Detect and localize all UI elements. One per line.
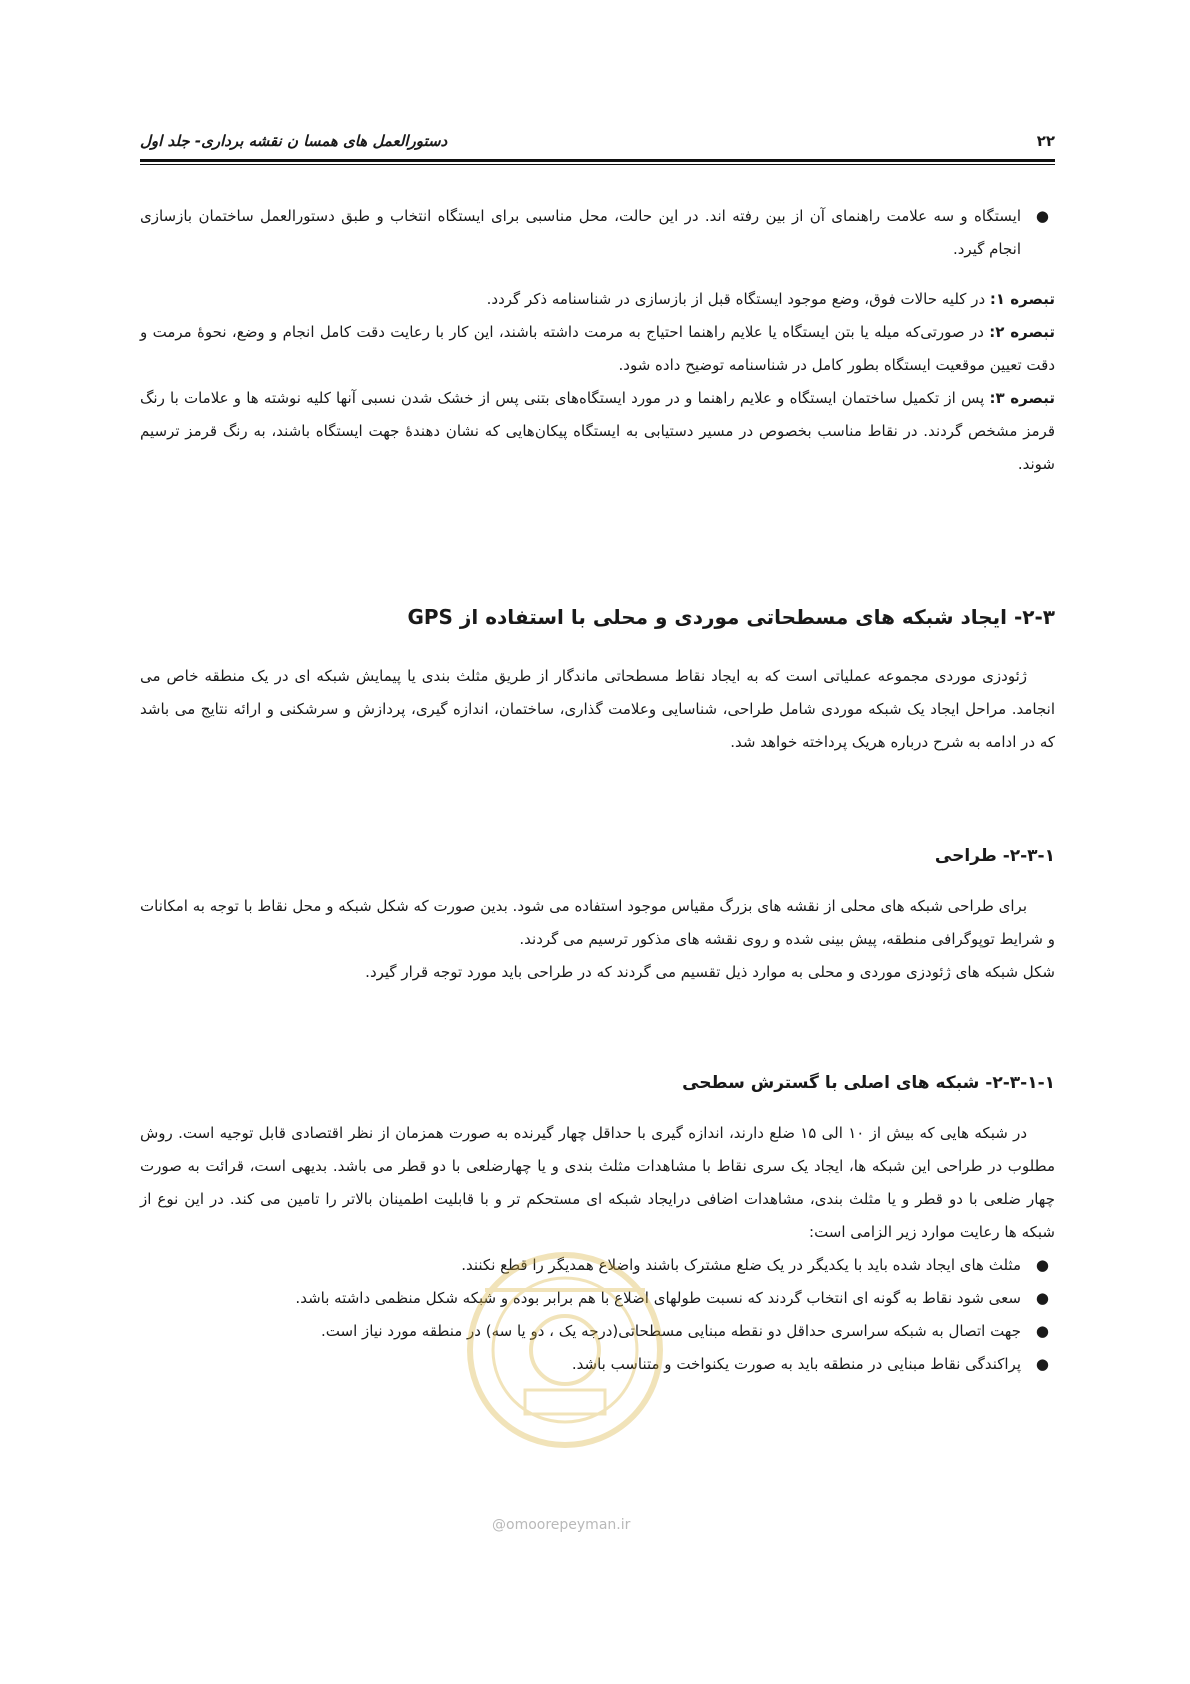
paragraph: برای طراحی شبکه های محلی از نقشه های بزرگ مقیاس موجود استفاده می شود. بدین صورت که شکل شبکه و محل نقاط با توجه به امکانات و شرایط توپوگرافی منطقه، پیش بینی شده و روی نقشه های مذکور ترسیم می گردند. (140, 897, 1055, 948)
section-2-3-1-paragraphs (140, 890, 1055, 989)
bullet-icon: ● (1035, 1289, 1049, 1307)
page-header (140, 118, 1055, 158)
bullet-icon: ● (1035, 207, 1049, 225)
section-heading-2-3: ۲-۳- ایجاد شبکه های مسطحاتی موردی و محلی با استفاده از GPS (407, 605, 1055, 629)
bullet-text: جهت اتصال به شبکه سراسری حداقل دو نقطه مبنایی مسطحاتی(درجه یک ، دو یا سه) در منطقه مورد نیاز است. (321, 1322, 1021, 1340)
note-text: پس از تکمیل ساختمان ایستگاه و علایم راهنما و در مورد ایستگاه‌های بتنی پس از خشک شدن نسبی آنها کلیه نوشته ها و علامات با رنگ قرمز مشخص گردند. در نقاط مناسب بخصوص در مسیر دستیابی به ایستگاه پیکان‌هایی که نشان دهندهٔ جهت ایستگاه باشند، به رنگ قرمز ترسیم شوند. (140, 389, 1055, 473)
page-number: ۲۲ (1036, 132, 1055, 150)
note-2 (140, 316, 1055, 382)
running-title: دستورالعمل های همسا ن نقشه برداری- جلد اول (140, 132, 448, 150)
note-label: تبصره ۱: (989, 290, 1055, 308)
note-text: در صورتی‌که میله یا بتن ایستگاه یا علایم راهنما احتیاج به مرمت داشته باشند، این کار با رعایت دقت کامل انجام و وضع، نحوهٔ مرمت و دقت تعیین موقعیت ایستگاه بطور کامل در شناسنامه توضیح داده شود. (140, 323, 1055, 374)
bullet-text: ایستگاه و سه علامت راهنمای آن از بین رفته اند. در این حالت، محل مناسبی برای ایستگاه انتخاب و طبق دستورالعمل ساختمان بازسازی انجام گیرد. (140, 207, 1021, 258)
note-text: در کلیه حالات فوق، وضع موجود ایستگاه قبل از بازسازی در شناسنامه ذکر گردد. (486, 290, 990, 308)
bullet-icon: ● (1035, 1355, 1049, 1373)
header-rule-thick (140, 159, 1055, 162)
bullet-icon: ● (1035, 1322, 1049, 1340)
watermark-url: @omoorepeyman.ir (492, 1517, 631, 1533)
section-2-3-paragraph (140, 660, 1055, 759)
header-rule-thin (140, 164, 1055, 165)
paragraph: شکل شبکه های ژئودزی موردی و محلی به موارد ذیل تقسیم می گردند که در طراحی باید مورد توجه قرار گیرد. (365, 963, 1055, 981)
note-3 (140, 382, 1055, 481)
bullet-icon: ● (1035, 1256, 1049, 1274)
top-bullet-block (140, 200, 1055, 266)
bullet-text: پراکندگی نقاط مبنایی در منطقه باید به صورت یکنواخت و متناسب باشد. (571, 1355, 1021, 1373)
note-label: تبصره ۳: (989, 389, 1055, 407)
paragraph: ژئودزی موردی مجموعه عملیاتی است که به ایجاد نقاط مسطحاتی ماندگار از طریق مثلث بندی یا پیمایش شبکه ای در یک منطقه خاص می انجامد. مراحل ایجاد یک شبکه موردی شامل طراحی، شناسایی وعلامت گذاری، ساختمان، اندازه گیری، پردازش و سرشکنی و ارائه نتایج می باشد که در ادامه به شرح درباره هریک پرداخته خواهد شد. (140, 667, 1055, 751)
list-item (140, 200, 1055, 266)
bullet-text: سعی شود نقاط به گونه ای انتخاب گردند که نسبت طولهای اضلاع با هم برابر بوده و شبکه شکل منظمی داشته باشد. (295, 1289, 1021, 1307)
bullet-text: مثلث های ایجاد شده باید با یکدیگر در یک ضلع مشترک باشند واضلاع همدیگر را قطع نکنند. (461, 1256, 1021, 1274)
paragraph: در شبکه هایی که بیش از ۱۰ الی ۱۵ ضلع دارند، اندازه گیری با حداقل چهار گیرنده به صورت همزمان از نظر اقتصادی قابل توجیه است. روش مطلوب در طراحی این شبکه ها، ایجاد یک سری نقاط با مشاهدات مثلث بندی و یا چهارضلعی با دو قطر می باشد. بدیهی است، قرائت به صورت چهار ضلعی با دو قطر و یا مثلث بندی، مشاهدات اضافی درایجاد شبکه ای مستحکم تر و با قابلیت اطمینان بالاتر را تامین می کند. در این نوع از شبکه ها رعایت موارد زیر الزامی است: (140, 1124, 1055, 1241)
watermark-logo-icon (455, 1230, 675, 1490)
note-label: تبصره ۲: (989, 323, 1055, 341)
section-heading-2-3-1: ۲-۳-۱- طراحی (934, 846, 1055, 866)
note-1 (140, 283, 1055, 316)
notes-block (140, 283, 1055, 481)
section-heading-2-3-1-1: ۲-۳-۱-۱- شبکه های اصلی با گسترش سطحی (682, 1073, 1055, 1093)
